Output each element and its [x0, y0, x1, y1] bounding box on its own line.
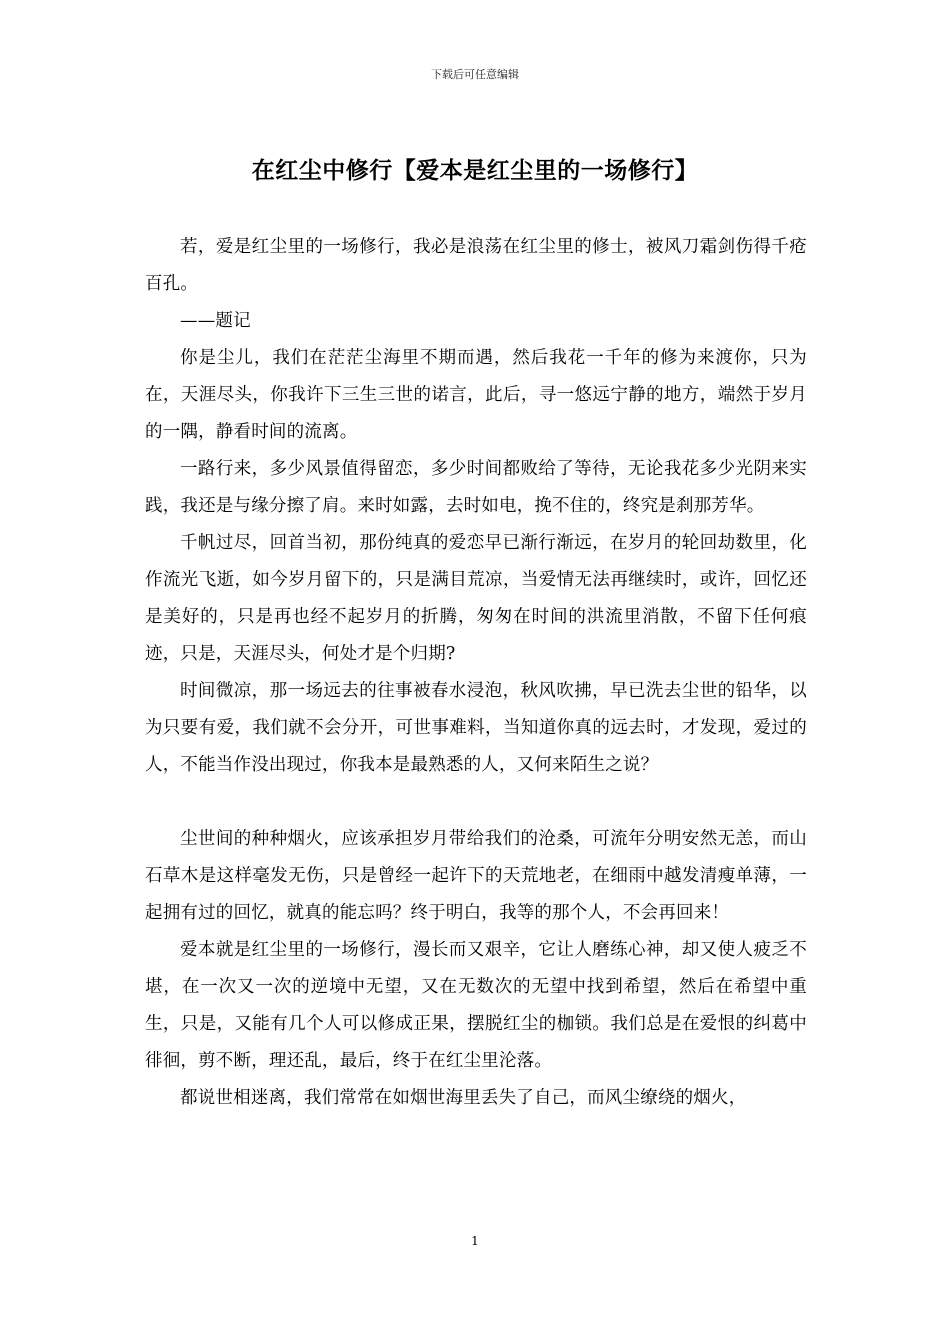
- page-number: 1: [471, 1234, 479, 1248]
- paragraph-8: 爱本就是红尘里的一场修行，漫长而又艰辛，它让人磨练心神，却又使人疲乏不堪，在一次又一次的逆境中无望，又在无数次的无望中找到希望，然后在希望中重生，只是，又能有几个人可以修成正果，摆脱红尘的枷锁。我们总是在爱恨的纠葛中徘徊，剪不断，理还乱，最后，终于在红尘里沦落。: [145, 940, 807, 1071]
- paragraph-epigraph: ——题记: [180, 311, 251, 331]
- paragraph-9: 都说世相迷离，我们常常在如烟世海里丢失了自己，而风尘缭绕的烟火，: [180, 1088, 747, 1108]
- paragraph-3: 你是尘儿，我们在茫茫尘海里不期而遇，然后我花一千年的修为来渡你，只为在，天涯尽头，你我许下三生三世的诺言，此后，寻一悠远宁静的地方，端然于岁月的一隅，静看时间的流离。: [145, 348, 807, 442]
- page-header: 下载后可任意编辑: [431, 68, 519, 81]
- paragraph-1: 若，爱是红尘里的一场修行，我必是浪荡在红尘里的修士，被风刀霜剑伤得千疮百孔。: [145, 237, 807, 294]
- paragraph-7: 尘世间的种种烟火，应该承担岁月带给我们的沧桑，可流年分明安然无恙，而山石草木是这样毫发无伤，只是曾经一起许下的天荒地老，在细雨中越发清瘦单薄，一起拥有过的回忆，就真的能忘吗？终于明白，我等的那个人，不会再回来！: [145, 829, 807, 923]
- document-body: [145, 229, 807, 1117]
- paragraph-4: 一路行来，多少风景值得留恋，多少时间都败给了等待，无论我花多少光阴来实践，我还是与缘分擦了肩。来时如露，去时如电，挽不住的，终究是刹那芳华。: [145, 459, 807, 516]
- paragraph-6: 时间微凉，那一场远去的往事被春水浸泡，秋风吹拂，早已洗去尘世的铅华，以为只要有爱，我们就不会分开，可世事难料，当知道你真的远去时，才发现，爱过的人，不能当作没出现过，你我本是最熟悉的人，又何来陌生之说？: [145, 681, 807, 775]
- blank-line: [145, 784, 807, 821]
- document-title: 在红尘中修行【爱本是红尘里的一场修行】: [251, 157, 699, 184]
- paragraph-5: 千帆过尽，回首当初，那份纯真的爱恋早已渐行渐远，在岁月的轮回劫数里，化作流光飞逝，如今岁月留下的，只是满目荒凉，当爱情无法再继续时，或许，回忆还是美好的，只是再也经不起岁月的折腾，匆匆在时间的洪流里消散，不留下任何痕迹，只是，天涯尽头，何处才是个归期?: [145, 533, 807, 664]
